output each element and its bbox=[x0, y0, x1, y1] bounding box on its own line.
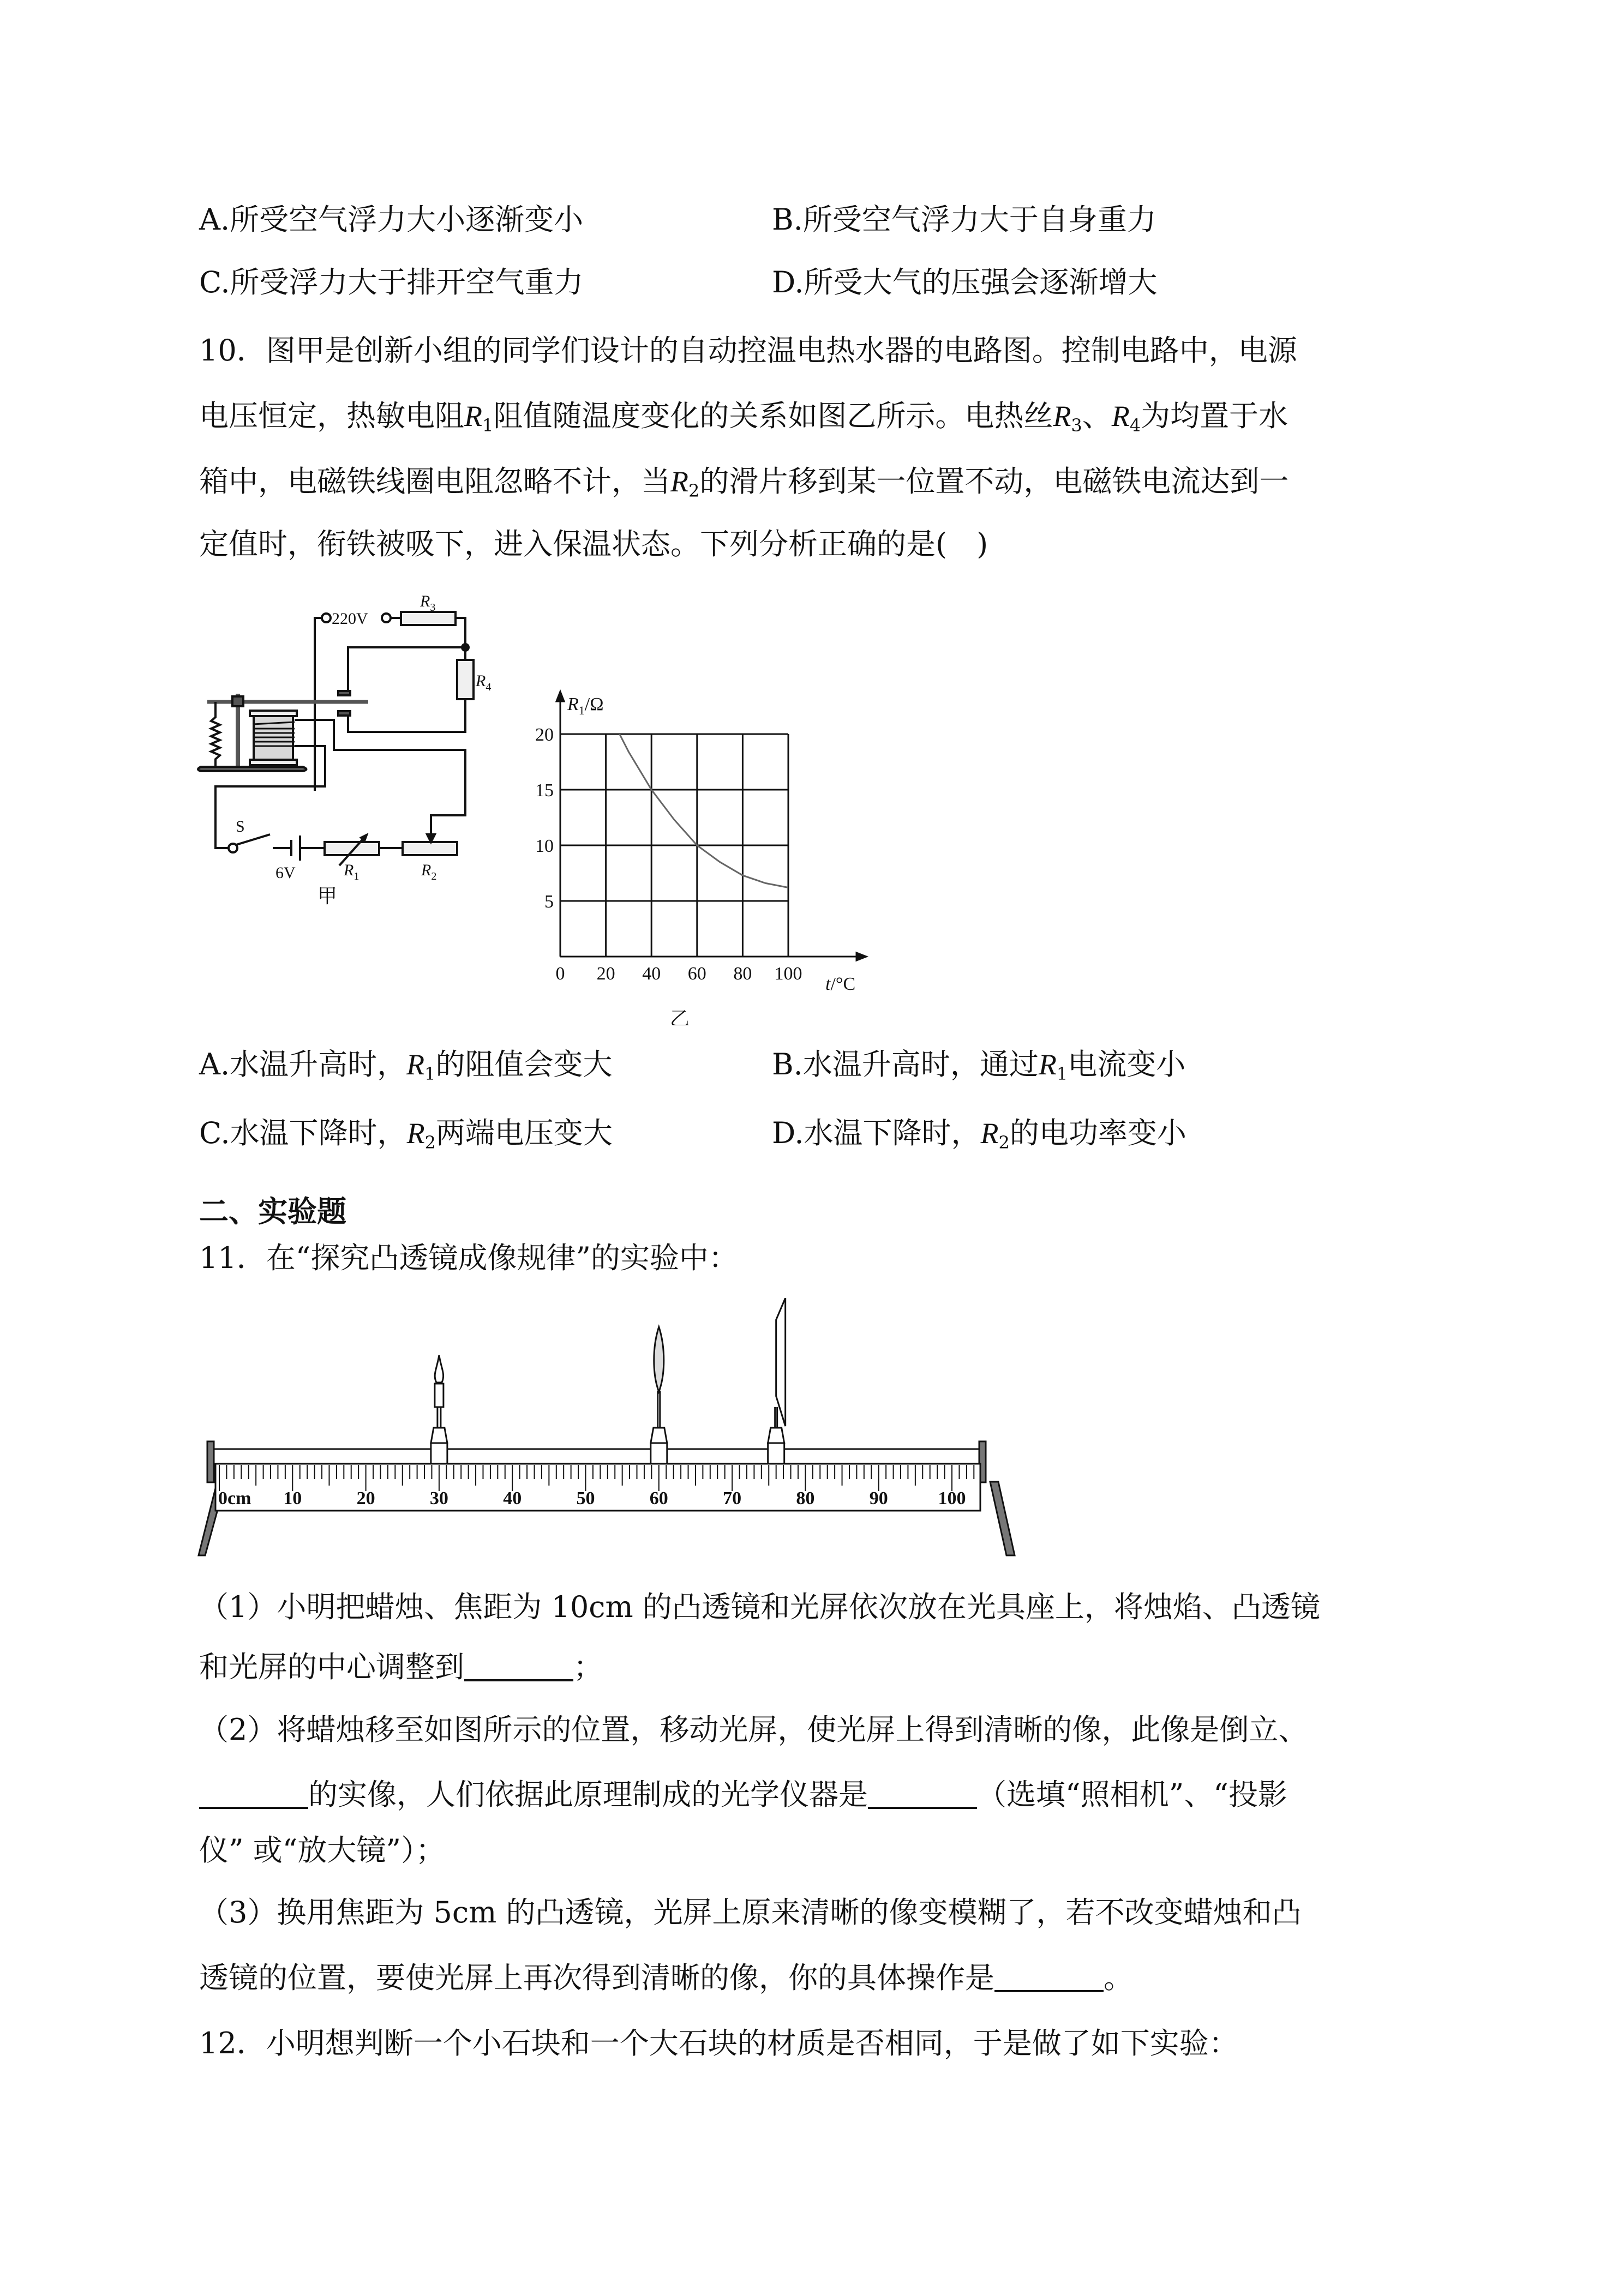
q10-text: 为均置于水 bbox=[1141, 399, 1289, 433]
q10-line-4: 定值时，衔铁被吸下，进入保温状态。下列分析正确的是( ) bbox=[199, 527, 988, 561]
light-screen bbox=[768, 1298, 786, 1464]
answer-blank[interactable] bbox=[199, 1780, 308, 1809]
label-r2: $R_2$ bbox=[421, 861, 437, 882]
q11-p3-line2 bbox=[199, 1959, 1133, 1997]
y-tick-label: 10 bbox=[535, 836, 554, 856]
q10-text: 箱中，电磁铁线圈电阻忽略不计，当 bbox=[199, 464, 670, 498]
q11-p1-line1: （1）小明把蜡烛、焦距为 10cm 的凸透镜和光屏依次放在光具座上，将烛焰、凸透镜 bbox=[199, 1590, 1320, 1624]
var-r: R bbox=[1053, 400, 1071, 432]
resistor-r3 bbox=[401, 612, 456, 625]
x-tick-label: 100 bbox=[774, 964, 802, 984]
resistor-r4 bbox=[457, 660, 474, 699]
ruler-label: 50 bbox=[576, 1488, 595, 1508]
q11-stem: 11．在“探究凸透镜成像规律”的实验中： bbox=[199, 1241, 738, 1275]
opt-text: C.水温下降时， bbox=[199, 1116, 407, 1150]
wire bbox=[348, 699, 465, 732]
candle bbox=[431, 1355, 447, 1464]
label-r3: $R_3$ bbox=[420, 592, 436, 614]
wire bbox=[348, 647, 465, 693]
text: 的实像，人们依据此原理制成的光学仪器是 bbox=[308, 1777, 868, 1812]
x-tick-label: 20 bbox=[596, 964, 615, 984]
var-r: R bbox=[464, 400, 482, 432]
switch-blade bbox=[236, 834, 270, 845]
ruler-label: 70 bbox=[723, 1488, 742, 1508]
holder-clamp bbox=[431, 1443, 447, 1464]
text: ； bbox=[573, 1650, 603, 1684]
label-220v: 220V bbox=[332, 610, 368, 628]
q9-option-b: B.所受空气浮力大于自身重力 bbox=[772, 202, 1156, 237]
right-leg bbox=[990, 1482, 1015, 1555]
x-tick-label: 40 bbox=[642, 964, 661, 984]
q10-text: 电压恒定，热敏电阻 bbox=[199, 399, 464, 433]
x-tick-label: 60 bbox=[687, 964, 706, 984]
opt-text: 的电功率变小 bbox=[1009, 1116, 1186, 1150]
answer-blank[interactable] bbox=[994, 1963, 1104, 1992]
q12-stem: 12．小明想判断一个小石块和一个大石块的材质是否相同，于是做了如下实验： bbox=[199, 2026, 1238, 2060]
q9-option-a: A.所受空气浮力大小逐渐变小 bbox=[199, 202, 584, 237]
q9-option-c: C.所受浮力大于排开空气重力 bbox=[199, 265, 584, 299]
candle-body bbox=[435, 1384, 444, 1407]
var-sub: 2 bbox=[998, 1132, 1010, 1153]
q11-p1-line2 bbox=[199, 1648, 603, 1686]
contact bbox=[338, 691, 350, 695]
var-sub: 1 bbox=[424, 1063, 436, 1084]
q10-text: 阻值随温度变化的关系如图乙所示。电热丝 bbox=[493, 399, 1053, 433]
section-heading: 二、实验题 bbox=[199, 1194, 346, 1229]
q11-p3-line1: （3）换用焦距为 5cm 的凸透镜，光屏上原来清晰的像变模糊了，若不改变蜡烛和凸 bbox=[199, 1895, 1302, 1930]
var-r: R bbox=[406, 1048, 425, 1081]
answer-blank[interactable] bbox=[868, 1780, 977, 1809]
convex-lens bbox=[651, 1327, 667, 1464]
switch-terminal bbox=[229, 844, 237, 852]
ruler-label: 90 bbox=[869, 1488, 888, 1508]
terminal bbox=[322, 614, 331, 622]
ruler-label: 10 bbox=[283, 1488, 302, 1508]
screen-icon bbox=[776, 1298, 786, 1426]
opt-text: A.水温升高时， bbox=[199, 1047, 407, 1081]
q10-option-d bbox=[772, 1114, 1186, 1162]
answer-blank[interactable] bbox=[464, 1652, 573, 1681]
q10-option-c bbox=[199, 1114, 613, 1162]
y-tick-label: 15 bbox=[535, 780, 554, 801]
circuit-diagram bbox=[191, 584, 507, 1014]
wire bbox=[456, 618, 465, 647]
ruler-label: 0cm bbox=[218, 1488, 251, 1508]
ruler bbox=[215, 1464, 980, 1511]
var-r: R bbox=[1111, 400, 1130, 432]
contact bbox=[338, 711, 350, 716]
y-axis-arrow bbox=[556, 692, 564, 701]
q10-text: 的滑片移到某一位置不动，电磁铁电流达到一 bbox=[699, 464, 1289, 498]
x-tick-label: 80 bbox=[733, 964, 752, 984]
var-r: R bbox=[406, 1117, 425, 1150]
var-sub: 1 bbox=[1056, 1063, 1068, 1084]
y-tick-label: 20 bbox=[535, 725, 554, 745]
r1-temperature-chart bbox=[513, 676, 884, 1025]
text: 和光屏的中心调整到 bbox=[199, 1650, 464, 1684]
x-axis-label: t/°C bbox=[825, 974, 856, 994]
var-r: R bbox=[670, 465, 688, 498]
spring bbox=[211, 702, 220, 767]
y-axis-label: $R_1/\Omega$ bbox=[567, 694, 604, 717]
ruler-label: 80 bbox=[796, 1488, 815, 1508]
ruler-label: 30 bbox=[429, 1488, 448, 1508]
chart-axes bbox=[556, 692, 866, 960]
text: 透镜的位置，要使光屏上再次得到清晰的像，你的具体操作是 bbox=[199, 1961, 994, 1995]
caption-jia: 甲 bbox=[317, 885, 338, 907]
x-tick-label: 0 bbox=[555, 964, 565, 984]
opt-text: D.水温下降时， bbox=[772, 1116, 981, 1150]
rheostat-r2 bbox=[403, 842, 457, 855]
flame-icon bbox=[435, 1355, 444, 1383]
y-tick-label: 5 bbox=[544, 892, 554, 912]
thermistor-r1 bbox=[325, 842, 379, 855]
coil-bottom bbox=[250, 760, 297, 765]
left-end-post bbox=[207, 1441, 214, 1482]
var-sub: 2 bbox=[424, 1132, 436, 1153]
q10-option-a bbox=[199, 1045, 613, 1093]
optical-bench bbox=[191, 1298, 1020, 1571]
q10-line-3 bbox=[199, 462, 1289, 510]
opt-text: B.水温升高时，通过 bbox=[772, 1047, 1039, 1081]
var-sub: 4 bbox=[1129, 415, 1141, 436]
q11-p2-line3: 仪” 或“放大镜”）； bbox=[199, 1833, 445, 1867]
label-6v: 6V bbox=[275, 864, 296, 882]
q11-p2-line2 bbox=[199, 1776, 1287, 1814]
opt-text: 电流变小 bbox=[1068, 1047, 1186, 1081]
wire bbox=[295, 720, 465, 839]
ruler-label: 60 bbox=[649, 1488, 668, 1508]
ruler-label: 40 bbox=[503, 1488, 522, 1508]
caption-yi: 乙 bbox=[670, 1008, 690, 1025]
q11-p2-line1: （2）将蜡烛移至如图所示的位置，移动光屏，使光屏上得到清晰的像，此像是倒立、 bbox=[199, 1712, 1308, 1747]
chart-grid bbox=[560, 734, 788, 957]
var-sub: 2 bbox=[688, 480, 700, 501]
q10-line-1: 10．图甲是创新小组的同学们设计的自动控温电热水器的电路图。控制电路中，电源 bbox=[199, 333, 1297, 368]
q10-line-2 bbox=[199, 397, 1288, 444]
var-r: R bbox=[980, 1117, 999, 1150]
q10-option-b bbox=[772, 1045, 1185, 1093]
terminal bbox=[382, 614, 391, 622]
label-r1: $R_1$ bbox=[344, 861, 359, 882]
rail bbox=[214, 1449, 979, 1464]
holder bbox=[431, 1428, 447, 1443]
opt-text: 的阻值会变大 bbox=[435, 1047, 613, 1081]
var-r: R bbox=[1038, 1048, 1057, 1081]
label-switch: S bbox=[236, 818, 245, 836]
wire bbox=[315, 618, 322, 791]
text: 。 bbox=[1104, 1961, 1133, 1995]
ruler-label: 100 bbox=[938, 1488, 966, 1508]
label-r4: $R_4$ bbox=[476, 672, 492, 693]
text: （选填“照相机”、“投影 bbox=[977, 1777, 1287, 1812]
lens-icon bbox=[654, 1327, 664, 1392]
coil-top bbox=[250, 711, 297, 716]
var-sub: 3 bbox=[1071, 415, 1082, 436]
var-sub: 1 bbox=[482, 415, 494, 436]
relay-base bbox=[198, 767, 307, 771]
opt-text: 两端电压变大 bbox=[435, 1116, 613, 1150]
x-axis-arrow bbox=[856, 953, 866, 960]
q9-option-d: D.所受大气的压强会逐渐增大 bbox=[772, 265, 1158, 299]
pivot bbox=[232, 696, 243, 706]
q10-text: 、 bbox=[1082, 399, 1112, 433]
slider-arrow bbox=[427, 834, 435, 842]
ruler-label: 20 bbox=[356, 1488, 375, 1508]
r1-curve bbox=[620, 734, 788, 888]
